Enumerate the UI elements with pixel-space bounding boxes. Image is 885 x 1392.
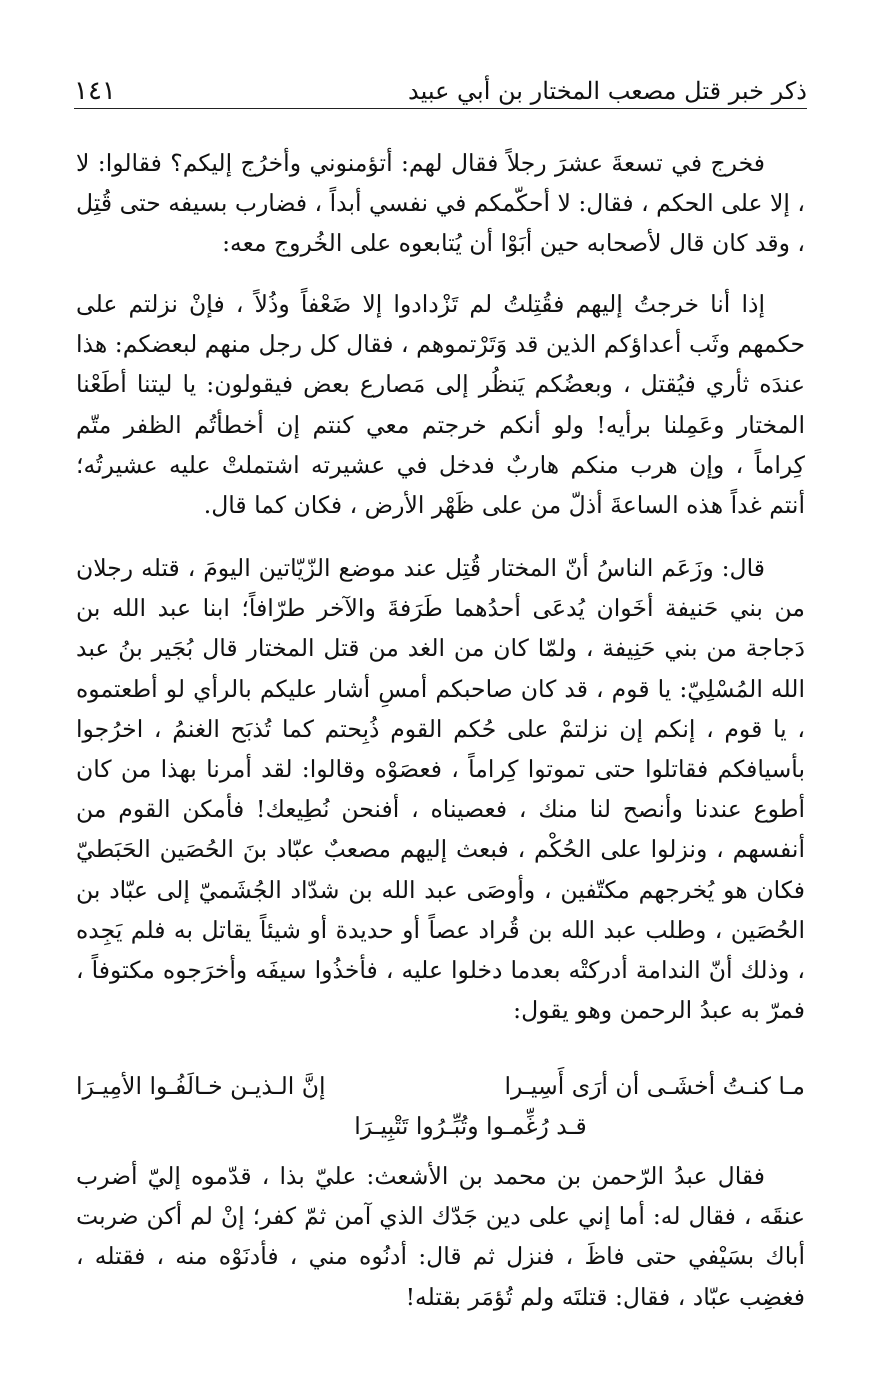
- poem-hemistich-3: قـد رُغِّمـوا وتُبِّـرُوا تَتْبِيـرَا: [354, 1112, 587, 1140]
- poem-hemistich-1: مـا كنـتُ أخشَـى أن أرَى أَسِيـرا: [504, 1072, 805, 1100]
- paragraph-text: قال: وزَعَم الناسُ أنّ المختار قُتِل عند موضع الزّيّاتين اليومَ ، قتله رجلان من بني حَنيفة أخَوان يُدعَى أحدُهما طَرَفةَ والآخر طرّافاً؛ ابنا عبد الله بن دَجاجة من بني حَنِيفة ، ولمّا كان من الغد من قتل المختار قال بُجَير بنُ عبد الله المُسْلِيّ: يا قوم ، قد كان صاحبكم أمسِ أشار عليكم بالرأي لو أطعتموه ، يا قوم ، إنكم إن نزلتمْ على حُكم القوم ذُبِحتم كما تُذبَح الغنمُ ، اخرُجوا بأسيافكم فقاتلوا حتى تموتوا كِراماً ، فعصَوْه وقالوا: لقد أمرنا بهذا من كان أطوع عندنا وأنصح لنا منك ، فعصيناه ، أفنحن نُطِيعك! فأمكن القوم من أنفسهم ، ونزلوا على الحُكْم ، فبعث إليهم مصعبٌ عبّاد بنَ الحُصَين الحَبَطيّ فكان هو يُخرجهم مكتّفين ، وأوصَى عبد الله بن شدّاد الجُشَميّ إلى عبّاد بن الحُصَين ، وطلب عبد الله بن قُراد عصاً أو حديدة أو شيئاً يقاتل به فلم يَجِده ، وذلك أنّ الندامة أدركتْه بعدما دخلوا عليه ، فأخذُوا سيفَه وأخرَجوه مكتوفاً ، فمرّ به عبدُ الرحمن وهو يقول:: [76, 554, 805, 1025]
- paragraph-1: [76, 143, 805, 264]
- paragraph-2: [76, 284, 805, 525]
- page-header: [74, 62, 807, 109]
- poem-line-1: [76, 1066, 805, 1106]
- paragraph-text: فقال عبدُ الرّحمن بن محمد بن الأشعث: عليّ بذا ، قدّموه إليّ أضرب عنقَه ، فقال له: أما إني على دين جَدّك الذي آمن ثمّ كفر؛ إنْ لم أكن ضربت أباك بسَيْفي حتى فاظَ ، فنزل ثم قال: أدنُوه مني ، فأدنَوْه منه ، فقتله ، فغضِب عبّاد ، فقال: قتلتَه ولم تُؤمَر بقتله!: [76, 1162, 805, 1311]
- page-number: ١٤١: [74, 76, 116, 106]
- paragraph-text: فخرج في تسعةَ عشرَ رجلاً فقال لهم: أتؤمنوني وأخرُج إليكم؟ فقالوا: لا ، إلا على الحكم ، فقال: لا أحكّمكم في نفسي أبداً ، فضارب بسيفه حتى قُتِل ، وقد كان قال لأصحابه حين أبَوْا أن يُتابعوه على الخُروج معه:: [76, 149, 805, 258]
- poem-verse: [76, 1066, 805, 1146]
- poem-line-2: [76, 1106, 805, 1146]
- poem-hemistich-2: إنَّ الـذيـن خـالَفُـوا الأمِيـرَا: [76, 1072, 326, 1100]
- paragraph-4: [76, 1156, 805, 1317]
- paragraph-3: [76, 548, 805, 1030]
- running-title: ذكر خبر قتل مصعب المختار بن أبي عبيد: [408, 77, 807, 105]
- paragraph-text: إذا أنا خرجتُ إليهم فقُتِلتُ لم تَزْدادوا إلا ضَعْفاً وذُلاً ، فإنْ نزلتم على حكمهم وثَب أعداؤكم الذين قد وَتَرْتموهم ، فقال كل رجل منهم لبعضكم: هذا عندَه ثأري فيُقتل ، وبعضُكم يَنظُر إلى مَصارع بعض فيقولون: يا ليتنا أطَعْنا المختار وعَمِلنا برأيه! ولو أنكم خرجتم معي كنتم إن أخطأتُم الظفر متّم كِراماً ، وإن هرب منكم هاربٌ فدخل في عشيرته اشتملتْ عليه عشيرتُه؛ أنتم غداً هذه الساعةَ أذلّ من على ظَهْر الأرض ، فكان كما قال.: [76, 290, 805, 520]
